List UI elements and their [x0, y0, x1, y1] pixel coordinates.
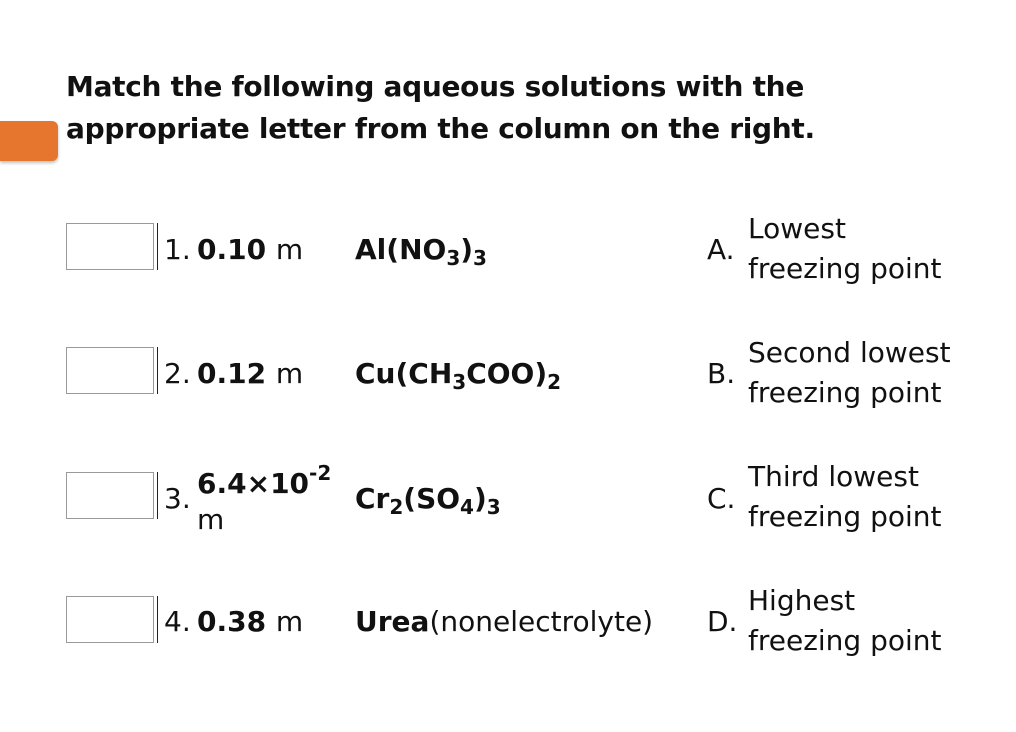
answer-input-1[interactable] — [66, 223, 154, 270]
row-divider — [157, 596, 158, 643]
item-concentration-1: 0.10 m — [197, 233, 304, 266]
option-letter-c: C. — [707, 482, 736, 515]
row-divider — [157, 223, 158, 270]
item-number-4: 4. — [164, 605, 191, 638]
item-concentration-2: 0.12 m — [197, 357, 304, 390]
question-tab-marker[interactable] — [0, 121, 58, 161]
option-description-d: Highest freezing point — [748, 584, 942, 657]
item-number-3: 3. — [164, 482, 191, 515]
item-formula-2: $Cu(CH_3COO)_2$ — [355, 357, 562, 394]
option-letter-a: A. — [707, 233, 735, 266]
item-number-2: 2. — [164, 357, 191, 390]
item-formula-3: $Cr_2(SO_4)_3$ — [355, 482, 501, 519]
answer-input-4[interactable] — [66, 596, 154, 643]
option-letter-b: B. — [707, 357, 736, 390]
answer-input-3[interactable] — [66, 472, 154, 519]
item-formula-1: $Al(NO_3)_3$ — [355, 233, 487, 270]
option-description-c: Third lowest freezing point — [748, 460, 942, 533]
item-concentration-4: 0.38 m — [197, 605, 304, 638]
option-letter-d: D. — [707, 605, 738, 638]
row-divider — [157, 472, 158, 519]
answer-input-2[interactable] — [66, 347, 154, 394]
question-text: Match the following aqueous solutions with the appropriate letter from the column on the right. — [66, 70, 815, 145]
option-description-a: Lowest freezing point — [748, 212, 942, 285]
item-formula-4: Urea(nonelectrolyte) — [355, 605, 654, 638]
row-divider — [157, 347, 158, 394]
item-number-1: 1. — [164, 233, 191, 266]
item-concentration-3: $6.4\times 10^{-2}$ m — [197, 461, 332, 536]
option-description-b: Second lowest freezing point — [748, 336, 951, 409]
